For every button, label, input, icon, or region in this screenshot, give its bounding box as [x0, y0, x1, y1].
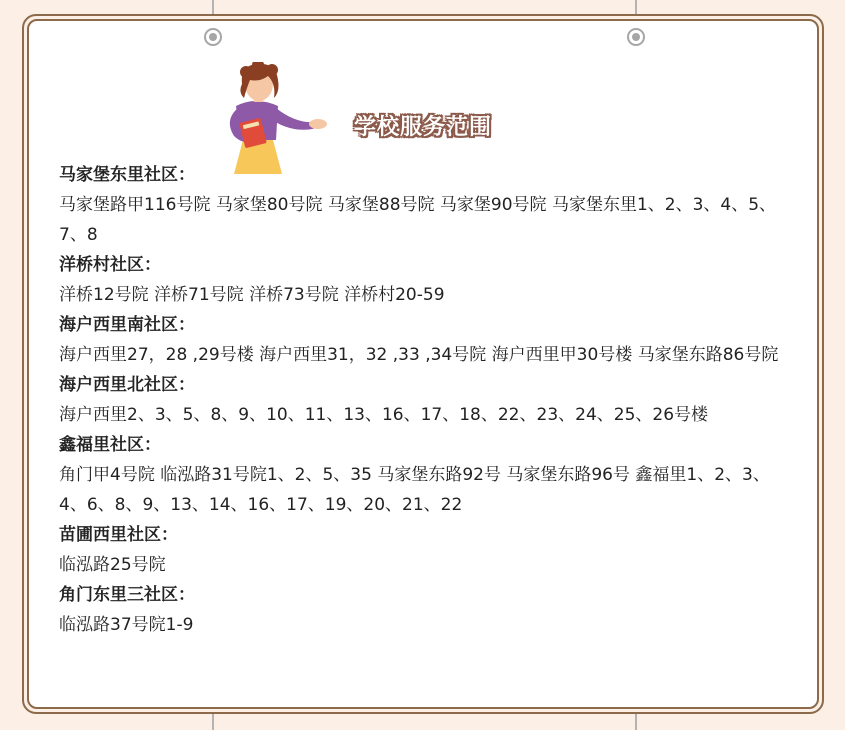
community-name: 海户西里南社区： — [59, 315, 195, 335]
community-name: 角门东里三社区： — [59, 585, 195, 605]
community-block — [59, 160, 794, 250]
community-block — [59, 370, 794, 430]
community-block — [59, 250, 794, 310]
community-block — [59, 310, 794, 370]
section-title: 学校服务范围 — [354, 115, 493, 140]
community-addresses: 临泓路37号院1-9 — [59, 615, 194, 635]
community-name: 洋桥村社区： — [59, 255, 161, 275]
community-addresses: 马家堡路甲116号院 马家堡80号院 马家堡88号院 马家堡90号院 马家堡东里1、2、3、4、5、7、8 — [59, 195, 777, 245]
community-addresses: 临泓路25号院 — [59, 555, 166, 575]
community-addresses: 角门甲4号院 临泓路31号院1、2、5、35 马家堡东路92号 马家堡东路96号 鑫福里1、2、3、4、6、8、9、13、14、16、17、19、20、21、22 — [59, 465, 770, 515]
right-pin-icon — [627, 28, 645, 46]
community-name: 海户西里北社区： — [59, 375, 195, 395]
bottom-left-hanging-line — [212, 712, 214, 730]
community-block — [59, 580, 794, 640]
community-addresses: 海户西里27，28 ,29号楼 海户西里31，32 ,33 ,34号院 海户西里甲30号楼 马家堡东路86号院 — [59, 345, 779, 365]
community-block — [59, 520, 794, 580]
community-name: 马家堡东里社区： — [59, 165, 195, 185]
community-name: 苗圃西里社区： — [59, 525, 178, 545]
community-addresses: 海户西里2、3、5、8、9、10、11、13、16、17、18、22、23、24、25、26号楼 — [59, 405, 709, 425]
community-block — [59, 430, 794, 520]
teacher-illustration — [222, 62, 337, 174]
community-list — [59, 160, 794, 640]
left-pin-icon — [204, 28, 222, 46]
community-name: 鑫福里社区： — [59, 435, 161, 455]
bottom-right-hanging-line — [635, 712, 637, 730]
community-addresses: 洋桥12号院 洋桥71号院 洋桥73号院 洋桥村20-59 — [59, 285, 445, 305]
